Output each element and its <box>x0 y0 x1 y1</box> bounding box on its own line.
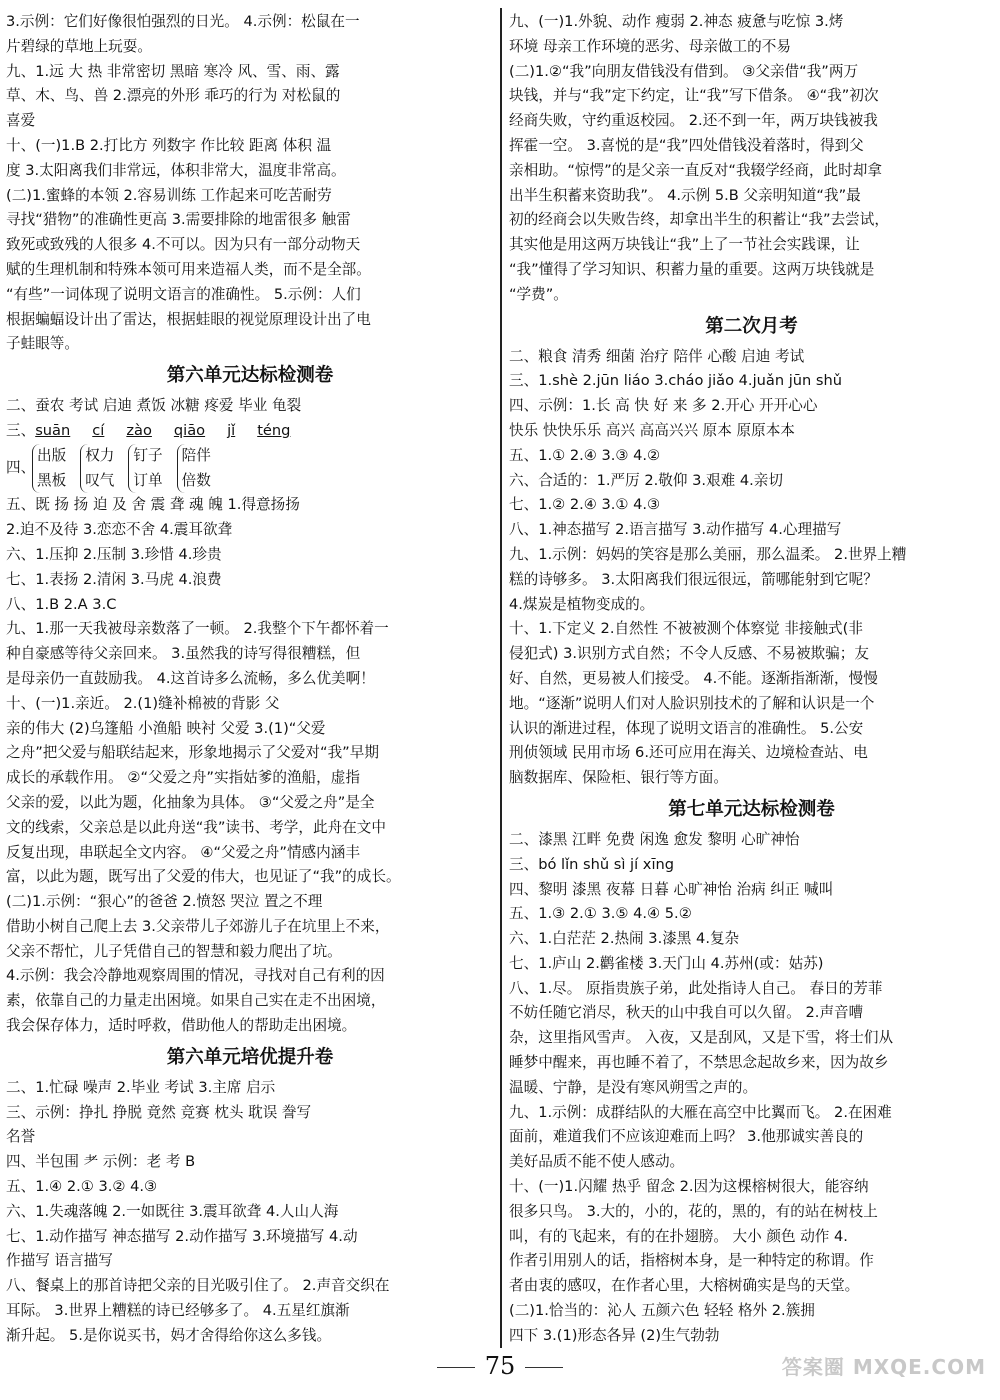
answer-line: 糕的诗够多。 3.太阳离我们很远很远，箭哪能射到它呢？ <box>509 570 878 588</box>
answer-line: 三、1.shè 2.jūn liáo 3.cháo jiǎo 4.juǎn jūn shǔ <box>509 372 842 390</box>
answer-line: 四下 3.(1)形态各异 (2)生气勃勃 <box>509 1326 720 1344</box>
answer-line: 度 3.太阳离我们非常远，体积非常大，温度非常高。 <box>6 161 346 179</box>
pinyin-answer: qiāo <box>173 421 206 439</box>
answer-line: 种自豪感等待父亲回来。 3.虽然我的诗写得很糟糕，但 <box>6 645 361 663</box>
answer-line: 不妨任随它消尽，秋天的山中我自可以久留。 2.声音嘈 <box>509 1004 864 1022</box>
answer-line: “我”懂得了学习知识、积蓄力量的重要。这两万块钱就是 <box>509 260 875 278</box>
footer-rule-left <box>437 1367 475 1368</box>
answer-line: 挥霍一空。 3.喜悦的是“我”四处借钱没着落时，得到父 <box>509 136 864 154</box>
answer-line: 借助小树自己爬上去 3.父亲带儿子郊游儿子在坑里上不来， <box>6 917 390 935</box>
answer-line: 致死或致残的人很多 4.不可以。因为只有一部分动物天 <box>6 236 361 254</box>
pinyin-answer: zào <box>126 421 152 439</box>
answer-line: 八、餐桌上的那首诗把父亲的目光吸引住了。 2.声音交织在 <box>6 1277 390 1295</box>
left-column <box>6 10 494 1349</box>
answer-line: (二)1.蜜蜂的本领 2.容易训练 工作起来可吃苦耐劳 <box>6 186 332 204</box>
answer-line: 经商失败，守约重返校园。 2.还不到一年，两万块钱被我 <box>509 112 878 130</box>
section-title-unit7-test: 第七单元达标检测卷 <box>668 798 835 820</box>
watermark: 答案圈 MXQE.COM <box>781 1355 986 1379</box>
answer-line: 成长的承载作用。 ②“父爱之舟”实指姑爹的渔船，虚指 <box>6 769 360 787</box>
answer-line: 三、bó lǐn shǔ sì jí xīng <box>509 855 675 873</box>
answer-line: 脑数据库、保险柜、银行等方面。 <box>509 769 728 787</box>
answer-line: 渐升起。 5.是你说买书，妈才舍得给你这么多钱。 <box>6 1326 332 1344</box>
right-column <box>509 10 994 1349</box>
answer-line: 十、(一)1.B 2.打比方 列数字 作比较 距离 体积 温 <box>6 136 332 154</box>
unit7-test-answers <box>509 828 994 1349</box>
page-number: 75 <box>484 1352 516 1380</box>
answer-line: 作者引用别人的话，指榕树本身，是一种特定的称谓。作 <box>509 1252 874 1270</box>
answer-line: 地。“逐渐”说明人们对人脸识别技术的了解和认识是一个 <box>509 694 875 712</box>
pinyin-answer: suān <box>35 421 71 439</box>
footer-rule-right <box>525 1367 563 1368</box>
brace-word: 权力 <box>85 446 115 464</box>
answer-line: 草、木、鸟、兽 2.漂亮的外形 乖巧的行为 对松鼠的 <box>6 87 341 105</box>
brace-word: 钉子 <box>133 446 163 464</box>
answer-line: 亲的伟大 (2)乌篷船 小渔船 映衬 父爱 3.(1)“父爱 <box>6 719 326 737</box>
answer-line: 者由衷的感叹，在作者心里，大榕树确实是鸟的天堂。 <box>509 1277 860 1295</box>
answer-line: 杂，这里指风雪声。 入夜，又是刮风，又是下雪，将士们从 <box>509 1029 894 1047</box>
answer-line: 素，依靠自己的力量走出困境。如果自己实在走不出困境， <box>6 992 386 1010</box>
answer-line: 五、1.④ 2.① 3.② 4.③ <box>6 1178 158 1196</box>
answer-line: 面前，难道我们不应该迎难而上吗？ 3.他那诚实善良的 <box>509 1128 864 1146</box>
brace-word: 黑板 <box>37 471 67 489</box>
answer-line: 好、自然，更易被人们接受。 4.不能。逐渐指渐渐，慢慢 <box>509 669 878 687</box>
answer-line: 父亲的爱，以此为题，化抽象为具体。 ③“父爱之舟”是全 <box>6 793 375 811</box>
answer-line: 侵犯式) 3.识别方式自然；不令人反感、不易被欺骗；友 <box>509 645 869 663</box>
answer-line: 父亲不帮忙，儿子凭借自己的智慧和毅力爬出了坑。 <box>6 942 342 960</box>
brace-group <box>128 444 162 494</box>
answer-line: 反复出现，串联起全文内容。 ④“父爱之舟”情感内涵丰 <box>6 843 360 861</box>
monthly-exam-answers <box>509 345 994 791</box>
answer-line: 是母亲仍一直鼓励我。 4.这首诗多么流畅，多么优美啊！ <box>6 669 375 687</box>
answer-line: 之舟”把父爱与船联结起来，形象地揭示了父爱对“我”早期 <box>6 744 379 762</box>
answer-line: 4.煤炭是植物变成的。 <box>509 595 655 613</box>
pinyin-row <box>35 422 312 439</box>
answer-line: 四、黎明 漆黑 夜幕 日暮 心旷神怡 治病 纠正 喊叫 <box>509 880 834 898</box>
answer-line: (二)1.恰当的：沁人 五颜六色 轻轻 格外 2.簇拥 <box>509 1302 815 1320</box>
answer-line: 六、合适的：1.严厉 2.敬仰 3.艰难 4.亲切 <box>509 471 783 489</box>
answer-line: 九、1.示例：妈妈的笑容是那么美丽，那么温柔。 2.世界上糟 <box>509 545 907 563</box>
answer-line: 二、蚕农 考试 启迪 煮饭 冰糖 疼爱 毕业 龟裂 <box>6 397 302 415</box>
answer-line: 四、半包围 耂 示例：老 考 B <box>6 1153 196 1171</box>
answer-line: 富，以此为题，既写出了父爱的伟大，也见证了“我”的成长。 <box>6 868 401 886</box>
answer-line: 二、漆黑 江畔 免费 闲逸 愈发 黎明 心旷神怡 <box>509 830 800 848</box>
brace-group <box>177 444 211 494</box>
answer-line: 刑侦领域 民用市场 6.还可应用在海关、边境检查站、电 <box>509 744 868 762</box>
answer-line: 亲相助。“惊愕”的是父亲一直反对“我辍学经商，此时却拿 <box>509 161 882 179</box>
answer-line: 我会保存体力，适时呼救，借助他人的帮助走出困境。 <box>6 1017 357 1035</box>
answer-line: 很多只鸟。 3.大的，小的，花的，黑的，有的站在树枝上 <box>509 1202 878 1220</box>
pinyin-answer: cí <box>92 421 105 439</box>
answer-line: 寻找“猎物”的准确性更高 3.需要排除的地雷很多 触雷 <box>6 211 351 229</box>
answer-line: 七、1.庐山 2.鹳雀楼 3.天门山 4.苏州(或：姑苏) <box>509 954 824 972</box>
answer-line: 根据蝙蝠设计出了雷达，根据蛙眼的视觉原理设计出了电 <box>6 310 371 328</box>
answer-line: (二)1.示例：“狠心”的爸爸 2.愤怒 哭泣 置之不理 <box>6 893 323 911</box>
answer-line: 四、示例：1.长 高 快 好 来 多 2.开心 开开心心 <box>509 397 818 415</box>
answer-line: 认识的渐进过程，体现了说明文语言的准确性。 5.公安 <box>509 719 864 737</box>
answer-line: 五、1.① 2.④ 3.③ 4.② <box>509 446 661 464</box>
unit6-advanced-answers <box>6 1076 494 1349</box>
answer-line: 五、既 扬 扬 迫 及 舍 震 聋 魂 魄 1.得意扬扬 <box>6 496 300 514</box>
answer-line: 九、1.那一天我被母亲数落了一顿。 2.我整个下午都怀着一 <box>6 620 389 638</box>
answer-line: 七、1.② 2.④ 3.① 4.③ <box>509 496 661 514</box>
answer-line: 环境 母亲工作环境的恶劣、母亲做工的不易 <box>509 37 791 55</box>
answer-line: 十、(一)1.亲近。 2.(1)缝补棉被的背影 父 <box>6 694 280 712</box>
section-title-second-monthly-exam: 第二次月考 <box>705 315 798 337</box>
answer-line: 文的线索，父亲总是以此舟送“我”读书、考学，此舟在文中 <box>6 818 386 836</box>
answer-line: 片碧绿的草地上玩耍。 <box>6 37 152 55</box>
brace-group <box>80 444 114 494</box>
answer-line: 六、1.失魂落魄 2.一如既往 3.震耳欲聋 4.人山人海 <box>6 1202 339 1220</box>
answer-line: 九、(一)1.外貌、动作 瘦弱 2.神态 疲惫与吃惊 3.烤 <box>509 13 844 30</box>
answer-line: 二、1.忙碌 噪声 2.毕业 考试 3.主席 启示 <box>6 1078 276 1096</box>
answer-line: 3.示例：它们好像很怕强烈的日光。 4.示例：松鼠在一 <box>6 13 360 30</box>
answer-line: 十、1.下定义 2.自然性 不被被测个体察觉 非接触式(非 <box>509 620 863 638</box>
left-top-block <box>6 10 494 357</box>
answer-line: 名誉 <box>6 1128 36 1146</box>
answer-line: “学费”。 <box>509 285 568 303</box>
answer-line: 4.示例：我会冷静地观察周围的情况，寻找对自己有利的因 <box>6 967 385 985</box>
answer-line: 叫，有的飞起来，有的在扑翅膀。 大小 颜色 动作 4. <box>509 1227 848 1245</box>
answer-line: 七、1.动作描写 神态描写 2.动作描写 3.环境描写 4.动 <box>6 1227 358 1245</box>
answer-line: 快乐 快快乐乐 高兴 高高兴兴 原本 原原本本 <box>509 421 795 439</box>
answer-line: 作描写 语言描写 <box>6 1252 113 1270</box>
answer-line: 块钱，并与“我”定下约定，让“我”写下借条。 ④“我”初次 <box>509 87 879 105</box>
column-divider <box>500 8 502 1348</box>
brace-word: 出版 <box>37 446 67 464</box>
answer-line: 喜爱 <box>6 112 36 130</box>
pinyin-line: 三、suān cí zào qiāo jǐ téng <box>6 419 494 444</box>
answer-line: 美好品质不能不使人感动。 <box>509 1153 685 1171</box>
brace-container <box>32 444 225 494</box>
unit6-test-answers <box>6 493 494 1039</box>
answer-line: 温暖、宁静，是没有寒风朔雪之声的。 <box>509 1078 758 1096</box>
brace-group <box>32 444 66 494</box>
answer-line: 五、1.③ 2.① 3.⑤ 4.④ 5.② <box>509 905 692 923</box>
brace-word: 订单 <box>133 471 163 489</box>
answer-line: 出半生积蓄来资助我”。 4.示例 5.B 父亲明知道“我”最 <box>509 186 861 204</box>
answer-line: 六、1.压抑 2.压制 3.珍惜 4.珍贵 <box>6 545 222 563</box>
answer-line: 赋的生理机制和特殊本领可用来造福人类，而不是全部。 <box>6 260 371 278</box>
answer-line: (二)1.②“我”向朋友借钱没有借到。 ③父亲借“我”两万 <box>509 62 859 80</box>
section-title-unit6-test: 第六单元达标检测卷 <box>166 365 334 387</box>
brace-word: 陪伴 <box>181 446 211 464</box>
brace-group-row: 四、 出版 黑板 权力 叹气 钉子 订单 陪伴 倍数 <box>6 444 494 494</box>
answer-line: “有些”一词体现了说明文语言的准确性。 5.示例：人们 <box>6 285 361 303</box>
brace-word: 叹气 <box>85 471 115 489</box>
answer-line: 十、(一)1.闪耀 热乎 留念 2.因为这棵榕树很大，能容纳 <box>509 1178 869 1196</box>
answer-line: 子蛙眼等。 <box>6 335 79 353</box>
answer-line: 耳际。 3.世界上糟糕的诗已经够多了。 4.五星红旗渐 <box>6 1302 350 1320</box>
answer-line: 六、1.白茫茫 2.热闹 3.漆黑 4.复杂 <box>509 930 740 948</box>
section-title-unit6-advanced: 第六单元培优提升卷 <box>166 1046 334 1068</box>
answer-line: 2.迫不及待 3.恋恋不舍 4.震耳欲聋 <box>6 521 233 539</box>
answer-line: 二、粮食 清秀 细菌 治疗 陪伴 心酸 启迪 考试 <box>509 347 805 365</box>
answer-line: 八、1.B 2.A 3.C <box>6 595 117 613</box>
answer-line: 八、1.尽。 原指贵族子弟，此处指诗人自己。 春日的芳菲 <box>509 979 883 997</box>
pinyin-answer: téng <box>257 421 291 439</box>
right-top-block <box>509 10 994 308</box>
answer-line: 七、1.表扬 2.清闲 3.马虎 4.浪费 <box>6 570 222 588</box>
answer-line: 睡梦中醒来，再也睡不着了，不禁思念起故乡来，因为故乡 <box>509 1054 889 1072</box>
pinyin-answer: jǐ <box>227 421 236 439</box>
answer-line: 八、1.神态描写 2.语言描写 3.动作描写 4.心理描写 <box>509 521 842 539</box>
answer-line: 初的经商会以失败告终，却拿出半生的积蓄让“我”去尝试， <box>509 211 889 229</box>
brace-word: 倍数 <box>181 471 211 489</box>
answer-line: 三、示例：挣扎 挣脱 竟然 竞赛 枕头 耽误 誊写 <box>6 1103 312 1121</box>
answer-line: 其实他是用这两万块钱让“我”上了一节社会实践课，让 <box>509 236 860 254</box>
answer-line: 九、1.远 大 热 非常密切 黑暗 寒冷 风、雪、雨、露 <box>6 62 340 80</box>
answer-line: 九、1.示例：成群结队的大雁在高空中比翼而飞。 2.在困难 <box>509 1103 892 1121</box>
